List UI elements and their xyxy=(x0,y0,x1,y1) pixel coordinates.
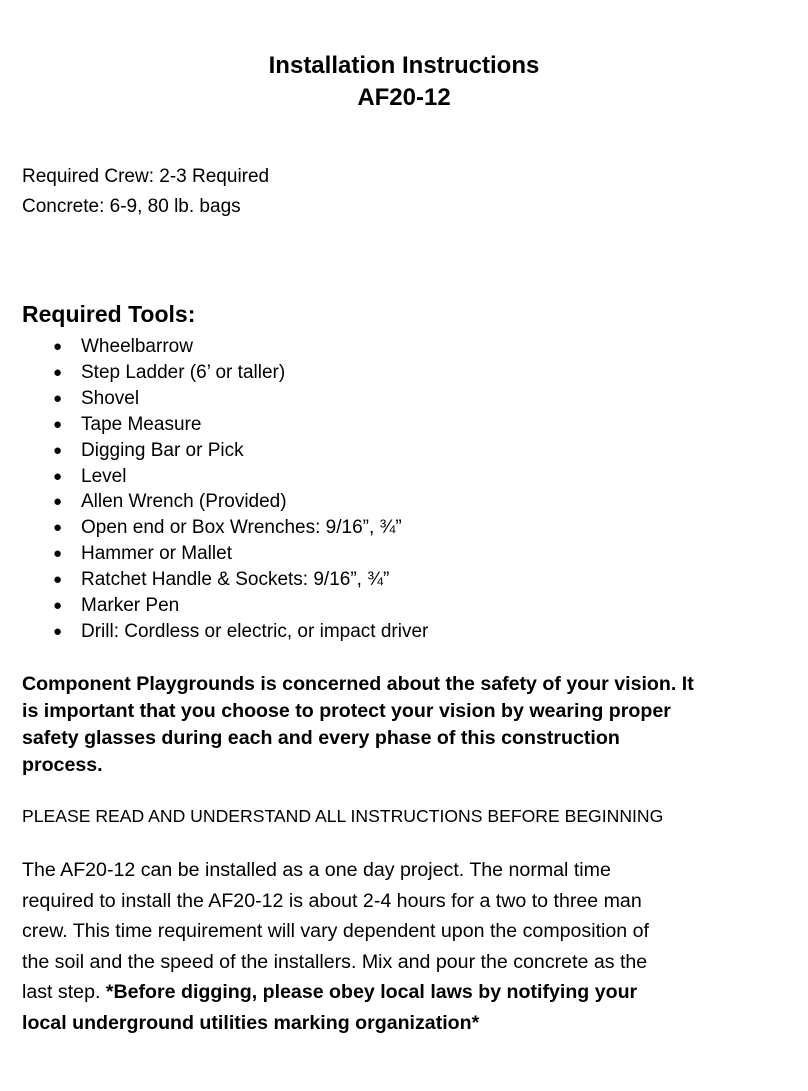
tool-label: Allen Wrench (Provided) xyxy=(81,491,287,513)
tools-list xyxy=(0,334,428,645)
bullet-icon: ● xyxy=(53,467,63,485)
tool-label: Wheelbarrow xyxy=(81,336,193,357)
bullet-icon: ● xyxy=(53,597,63,615)
bullet-icon: ● xyxy=(53,441,63,459)
list-item xyxy=(0,593,428,619)
bullet-icon: ● xyxy=(53,571,63,589)
digging-warning-continued: local underground utilities marking organization* xyxy=(22,1011,480,1034)
tool-label: Step Ladder (6’ or taller) xyxy=(81,361,286,383)
tool-label: Marker Pen xyxy=(81,595,180,617)
digging-warning: *Before digging, please obey local laws by notifying your xyxy=(105,981,638,1004)
intro-paragraph xyxy=(22,855,649,1039)
bullet-icon: ● xyxy=(53,338,63,355)
bullet-icon: ● xyxy=(53,363,63,381)
tool-label: Digging Bar or Pick xyxy=(81,439,244,461)
bullet-icon: ● xyxy=(53,622,63,640)
list-item xyxy=(0,438,428,464)
concrete-requirement: Concrete: 6-9, 80 lb. bags xyxy=(22,196,241,217)
tool-label: Level xyxy=(81,465,127,487)
safety-line: safety glasses during each and every phase of this construction xyxy=(22,727,620,749)
tool-label: Drill: Cordless or electric, or impact driver xyxy=(81,620,429,642)
list-item xyxy=(0,360,428,386)
tools-heading: Required Tools: xyxy=(22,301,196,327)
tool-label: Open end or Box Wrenches: 9/16”, ¾” xyxy=(81,517,402,539)
model-number: AF20-12 xyxy=(357,84,451,111)
list-item xyxy=(0,412,428,438)
list-item xyxy=(0,567,428,593)
requirements-block xyxy=(22,162,269,222)
paragraph-line: The AF20-12 can be installed as a one day project. The normal time xyxy=(22,859,611,881)
paragraph-line: required to install the AF20-12 is about 2-4 hours for a two to three man xyxy=(22,889,642,912)
list-item xyxy=(0,334,428,360)
paragraph-line: crew. This time requirement will vary dependent upon the composition of xyxy=(22,920,649,943)
paragraph-line xyxy=(22,977,649,1008)
tool-label: Ratchet Handle & Sockets: 9/16”, ¾” xyxy=(81,569,390,591)
page-title: Installation Instructions xyxy=(268,52,540,79)
safety-line: process. xyxy=(22,754,103,776)
bullet-icon: ● xyxy=(53,389,63,407)
list-item xyxy=(0,619,428,645)
list-item xyxy=(0,489,428,515)
read-instructions-notice: PLEASE READ AND UNDERSTAND ALL INSTRUCTIONS BEFORE BEGINNING xyxy=(22,806,664,826)
bullet-icon: ● xyxy=(53,545,63,563)
tool-label: Tape Measure xyxy=(81,413,202,435)
safety-notice xyxy=(22,671,794,779)
list-item xyxy=(0,386,428,412)
tool-label: Hammer or Mallet xyxy=(81,543,232,565)
list-item xyxy=(0,541,428,567)
bullet-icon: ● xyxy=(53,415,63,433)
safety-line: is important that you choose to protect your vision by wearing proper xyxy=(22,700,671,722)
bullet-icon: ● xyxy=(53,519,63,537)
required-crew: Required Crew: 2-3 Required xyxy=(22,166,270,187)
tool-label: Shovel xyxy=(81,387,140,409)
paragraph-text: last step. xyxy=(22,981,106,1004)
title-block xyxy=(0,50,808,114)
safety-line: Component Playgrounds is concerned about the safety of your vision. It xyxy=(22,673,694,695)
list-item xyxy=(0,464,428,490)
list-item xyxy=(0,515,428,541)
paragraph-line: the soil and the speed of the installers. Mix and pour the concrete as the xyxy=(22,950,648,973)
bullet-icon: ● xyxy=(53,493,63,511)
